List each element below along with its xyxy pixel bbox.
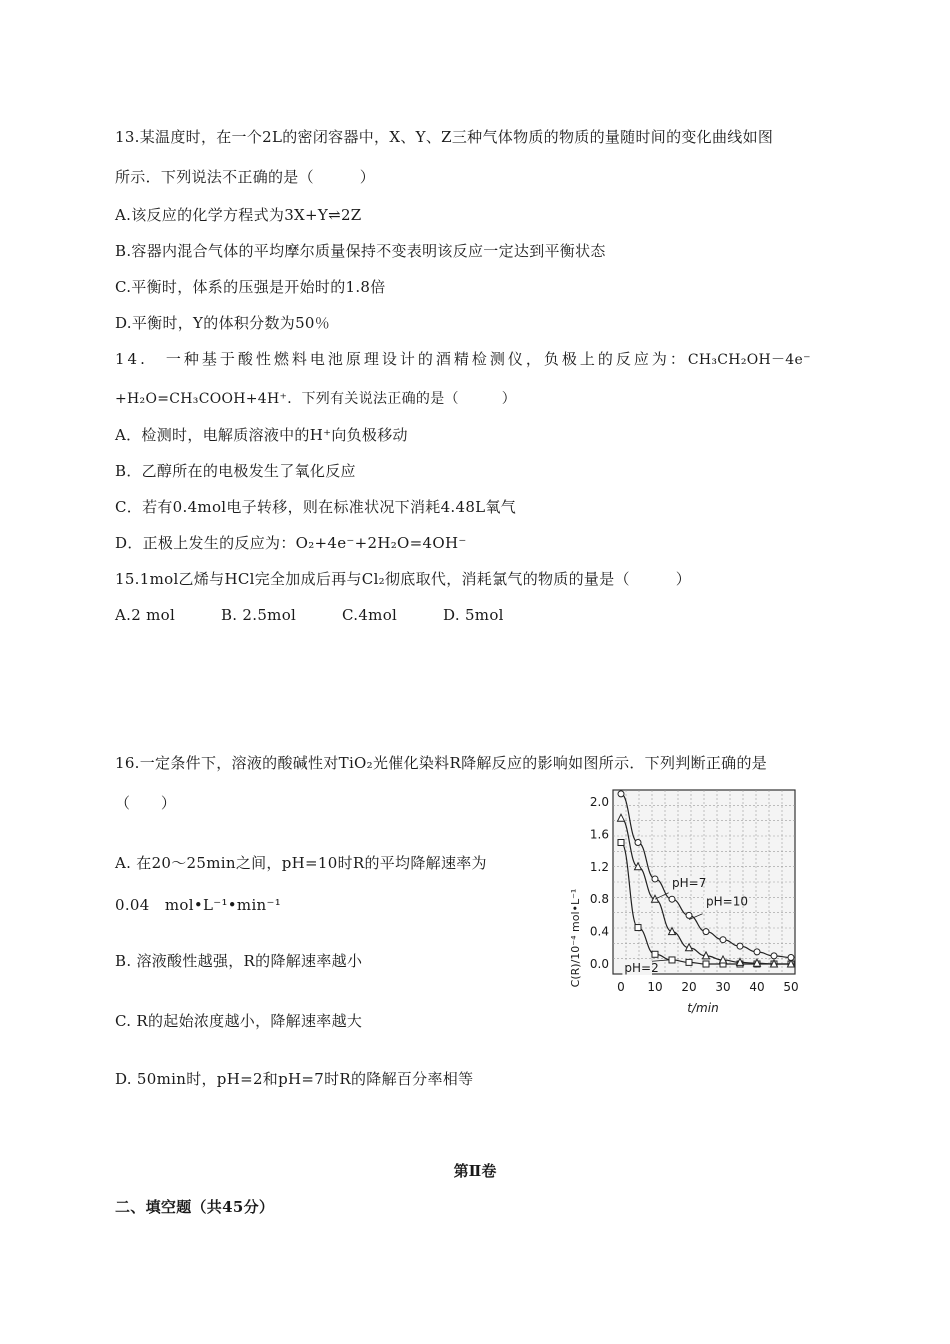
x-tick-label: 0 (617, 980, 625, 994)
y-tick-label: 0.8 (589, 892, 609, 907)
q16-stem-line1: 16.一定条件下，溶液的酸碱性对TiO₂光催化染料R降解反应的影响如图所示．下列判断正确的是 (115, 754, 768, 772)
x-tick-label: 20 (681, 980, 697, 994)
q14-stem-formula: CH₃CH₂OH－4e⁻ (687, 352, 811, 368)
data-point-circle (686, 912, 692, 918)
data-point-square (618, 840, 624, 846)
data-point-square (686, 959, 692, 965)
series-label-pH=7: pH=7 (672, 876, 707, 891)
data-point-circle (737, 943, 743, 949)
q14-stem-prefix: 14. 一种基于酸性燃料电池原理设计的酒精检测仪，负极上的反应为： (115, 350, 688, 368)
data-point-square (652, 951, 658, 957)
q13-option-a: A.该反应的化学方程式为3X+Y⇌2Z (115, 206, 362, 224)
x-tick-label: 10 (647, 980, 663, 994)
data-point-circle (754, 949, 760, 955)
y-tick-label: 0.4 (589, 924, 609, 939)
y-tick-label: 0.0 (589, 957, 609, 971)
q13-option-d: D.平衡时，Y的体积分数为50％ (115, 314, 331, 332)
q14-option-c: C．若有0.4mol电子转移，则在标准状况下消耗4.48L氧气 (115, 498, 517, 516)
q13-stem-line2: 所示．下列说法不正确的是（ ） (115, 168, 376, 186)
data-point-circle (635, 840, 641, 846)
q16-option-a-line2: 0.04 mol•L⁻¹•min⁻¹ (115, 896, 282, 914)
y-tick-label: 2.0 (589, 795, 609, 809)
data-point-circle (652, 876, 658, 882)
data-point-square (703, 961, 709, 967)
data-point-circle (720, 937, 726, 943)
volume-title: 第Ⅱ卷 (453, 1162, 497, 1180)
x-tick-label: 50 (783, 980, 799, 994)
q16-option-d: D. 50min时，pH=2和pH=7时R的降解百分率相等 (115, 1070, 474, 1088)
q13-stem-line1: 13.某温度时，在一个2L的密闭容器中，X、Y、Z三种气体物质的物质的量随时间的变化曲线如图 (115, 128, 774, 146)
series-label-pH=10: pH=10 (706, 894, 748, 909)
data-point-circle (703, 929, 709, 935)
y-tick-label: 1.6 (589, 827, 609, 842)
q16-stem-line2: （ ） (115, 794, 177, 812)
data-point-circle (788, 955, 794, 961)
section-heading: 二、填空题（共45分） (115, 1198, 275, 1216)
data-point-square (635, 925, 641, 931)
q14-stem-line1 (115, 348, 811, 369)
q13-option-b: B.容器内混合气体的平均摩尔质量保持不变表明该反应一定达到平衡状态 (115, 242, 606, 260)
y-tick-label: 1.2 (589, 859, 609, 874)
q15-options: A.2 mol B. 2.5mol C.4mol D. 5mol (115, 606, 504, 624)
q16-option-c: C. R的起始浓度越小，降解速率越大 (115, 1012, 363, 1030)
q14-option-d: D．正极上发生的反应为：O₂+4e⁻+2H₂O=4OH⁻ (115, 534, 467, 552)
series-label-pH=2: pH=2 (624, 961, 659, 975)
degradation-chart (565, 778, 805, 1018)
q15-stem: 15.1mol乙烯与HCl完全加成后再与Cl₂彻底取代，消耗氯气的物质的量是（ ） (115, 570, 691, 588)
data-point-circle (669, 896, 675, 902)
chart-y-axis-label: C(R)/10⁻⁴ mol•L⁻¹ (569, 888, 582, 988)
q14-option-a: A．检测时，电解质溶液中的H⁺向负极移动 (115, 426, 408, 444)
data-point-square (669, 957, 675, 963)
chart-x-axis-label: t/min (687, 1001, 719, 1015)
q16-option-b: B. 溶液酸性越强，R的降解速率越小 (115, 952, 363, 970)
x-tick-label: 30 (715, 980, 731, 994)
q14-option-b: B．乙醇所在的电极发生了氧化反应 (115, 462, 356, 480)
q13-option-c: C.平衡时，体系的压强是开始时的1.8倍 (115, 278, 386, 296)
q16-option-a-line1: A. 在20～25min之间，pH=10时R的平均降解速率为 (115, 854, 487, 872)
q14-stem-line2: +H₂O=CH₃COOH+4H⁺．下列有关说法正确的是（ ） (115, 391, 517, 407)
data-point-circle (771, 953, 777, 959)
data-point-circle (618, 791, 624, 797)
x-tick-label: 40 (749, 980, 765, 994)
